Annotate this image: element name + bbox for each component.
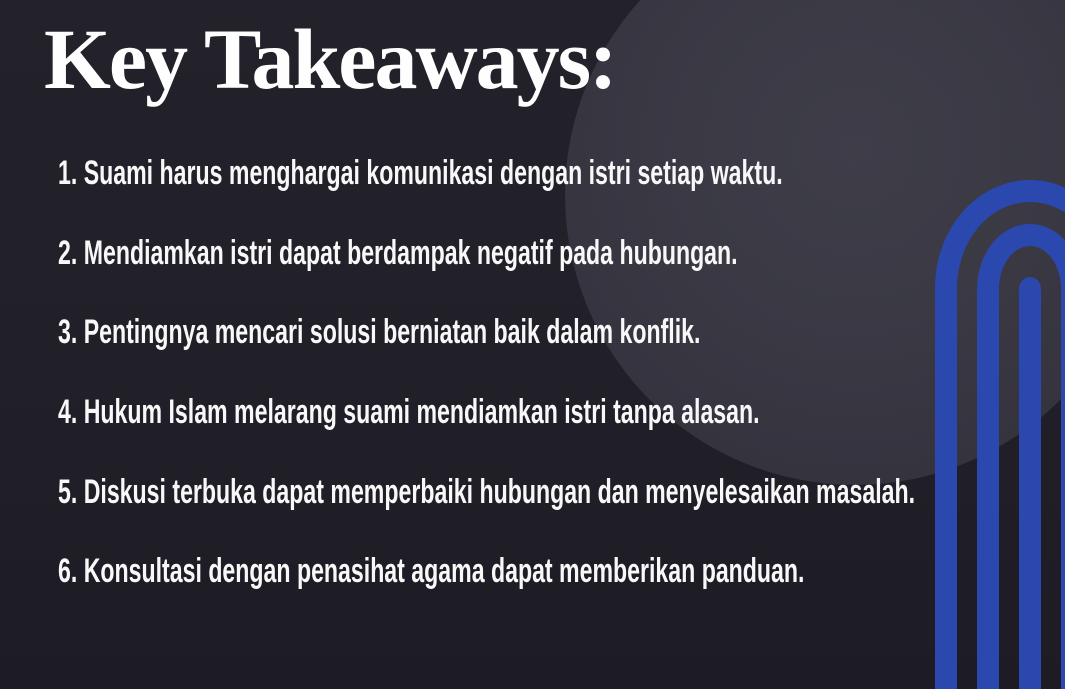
takeaway-item-4: 4. Hukum Islam melarang suami mendiamkan istri tanpa alasan. <box>58 393 760 431</box>
takeaway-item-1: 1. Suami harus menghargai komunikasi dengan istri setiap waktu. <box>58 154 783 192</box>
takeaway-item-5: 5. Diskusi terbuka dapat memperbaiki hubungan dan menyelesaikan masalah. <box>58 473 916 511</box>
takeaway-item-6: 6. Konsultasi dengan penasihat agama dapat memberikan panduan. <box>58 552 805 590</box>
page-title: Key Takeaways: <box>44 11 616 107</box>
takeaway-item-2: 2. Mendiamkan istri dapat berdampak negatif pada hubungan. <box>58 234 738 272</box>
takeaway-item-3: 3. Pentingnya mencari solusi berniatan baik dalam konflik. <box>58 313 701 351</box>
